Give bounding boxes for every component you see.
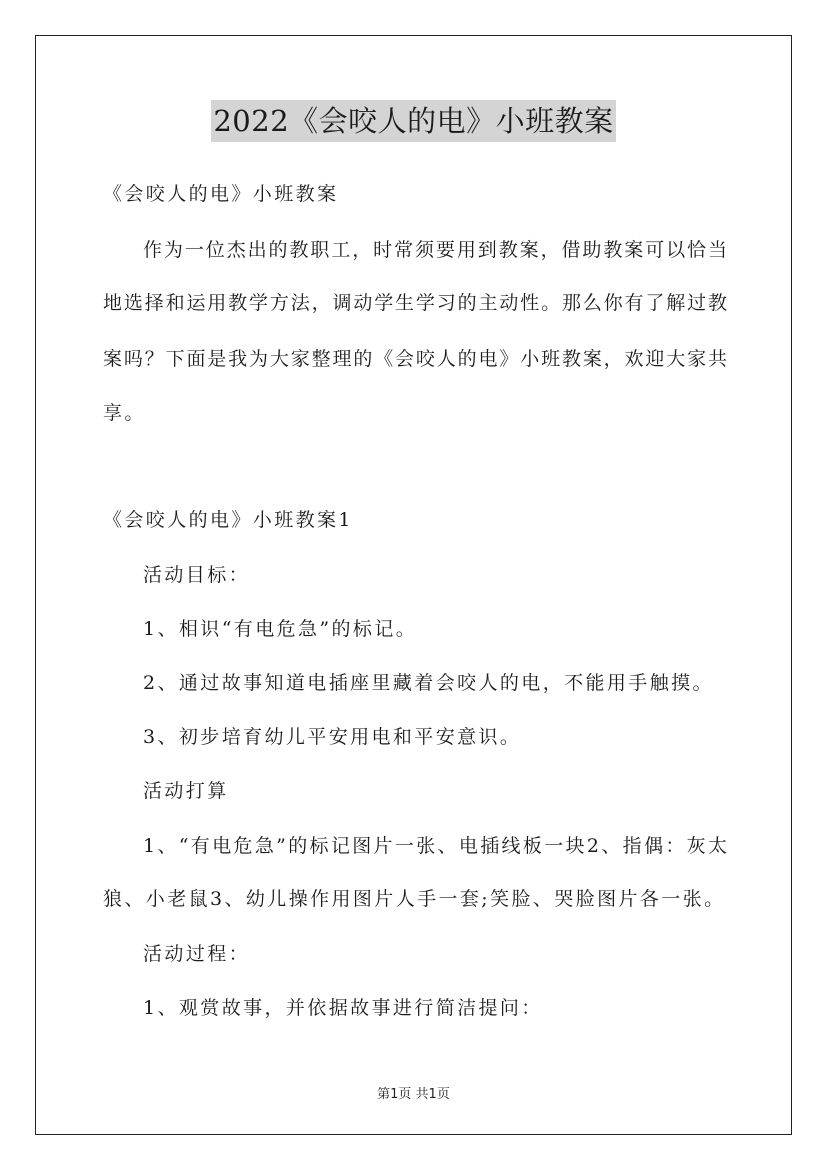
goal-item-3: 3、初步培育幼儿平安用电和平安意识。 [143, 726, 522, 748]
goal-item-2: 2、通过故事知道电插座里藏着会咬人的电，不能用手触摸。 [143, 672, 714, 694]
process-item-1: 1、观赏故事，并依据故事进行简洁提问： [143, 997, 543, 1019]
intro-line-3: 案吗？下面是我为大家整理的《会咬人的电》小班教案，欢迎大家共 [103, 348, 727, 370]
prep-line-2: 狼、小老鼠3、幼儿操作用图片人手一套;笑脸、哭脸图片各一张。 [103, 888, 726, 910]
section-heading: 《会咬人的电》小班教案1 [103, 509, 353, 531]
page-footer: 第1页 共1页 [377, 1087, 450, 1102]
document-subtitle: 《会咬人的电》小班教案 [103, 183, 339, 205]
document-title: 2022《会咬人的电》小班教案 [211, 100, 615, 142]
prep-line-1: 1、“有电危急”的标记图片一张、电插线板一块2、指偶：灰太 [143, 835, 727, 857]
prep-heading: 活动打算 [143, 780, 229, 802]
goals-heading: 活动目标： [143, 564, 251, 586]
intro-line-2: 地选择和运用教学方法，调动学生学习的主动性。那么你有了解过教 [103, 292, 727, 314]
process-heading: 活动过程： [143, 943, 251, 965]
goal-item-1: 1、相识“有电危急”的标记。 [143, 618, 418, 640]
title-wrap [0, 100, 827, 142]
intro-line-4: 享。 [103, 402, 146, 424]
intro-line-1: 作为一位杰出的教职工，时常须要用到教案，借助教案可以恰当 [143, 239, 727, 261]
